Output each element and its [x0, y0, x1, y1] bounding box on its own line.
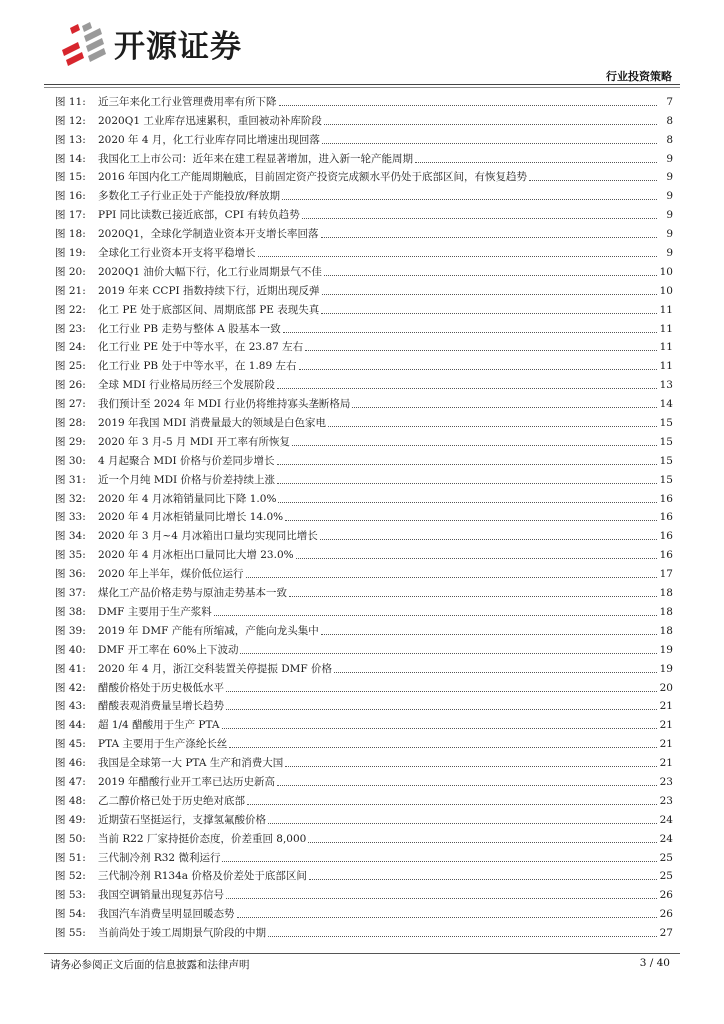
- toc-entry[interactable]: [55, 657, 673, 676]
- toc-figure-title: 化工行业 PB 处于中等水平，在 1.89 左右: [98, 360, 297, 373]
- toc-figure-label: 图 53:: [55, 889, 86, 902]
- toc-figure-label: 图 51:: [55, 851, 86, 864]
- toc-figure-title: 我国空调销量出现复苏信号: [98, 889, 224, 902]
- toc-entry[interactable]: [55, 430, 673, 449]
- toc-figure-title: PTA 主要用于生产涤纶长丝: [98, 738, 228, 751]
- toc-figure-label: 图 54:: [55, 908, 86, 921]
- toc-figure-label: 图 24:: [55, 341, 86, 354]
- toc-page-number: 9: [666, 209, 673, 222]
- toc-figure-label: 图 36:: [55, 568, 86, 581]
- toc-figure-title: 2020 年 3 月-5 月 MDI 开工率有所恢复: [98, 435, 290, 448]
- toc-dot-leader: [282, 198, 657, 200]
- toc-figure-title: 化工 PE 处于底部区间、周期底部 PE 表现失真: [98, 303, 320, 316]
- toc-figure-label: 图 47:: [55, 775, 86, 788]
- toc-entry[interactable]: [55, 279, 673, 298]
- footer-divider: [44, 953, 680, 954]
- toc-figure-label: 图 27:: [55, 398, 86, 411]
- toc-page-number: 9: [666, 190, 673, 203]
- toc-entry[interactable]: [55, 487, 673, 506]
- logo-mark-icon: [56, 20, 110, 66]
- toc-dot-leader: [285, 519, 657, 521]
- toc-figure-title: 近一个月纯 MDI 价格与价差持续上涨: [98, 473, 275, 486]
- toc-entry[interactable]: [55, 846, 673, 865]
- toc-entry[interactable]: [55, 128, 673, 147]
- toc-entry[interactable]: [55, 713, 673, 732]
- toc-dot-leader: [305, 349, 657, 351]
- header-divider-thin: [44, 87, 680, 88]
- toc-dot-leader: [328, 425, 657, 427]
- toc-figure-label: 图 33:: [55, 511, 86, 524]
- toc-page-number: 21: [659, 700, 673, 713]
- toc-figure-label: 图 38:: [55, 605, 86, 618]
- toc-entry[interactable]: [55, 260, 673, 279]
- toc-dot-leader: [277, 482, 657, 484]
- toc-dot-leader: [299, 368, 657, 370]
- toc-page-number: 17: [659, 568, 673, 581]
- toc-entry[interactable]: [55, 789, 673, 808]
- toc-figure-title: 2020Q1，全球化学制造业资本开支增长率回落: [98, 228, 319, 241]
- toc-figure-label: 图 19:: [55, 247, 86, 260]
- toc-page-number: 11: [659, 360, 673, 373]
- toc-figure-title: 我国汽车消费呈明显回暖态势: [98, 908, 235, 921]
- toc-entry[interactable]: [55, 808, 673, 827]
- toc-page-number: 24: [659, 813, 673, 826]
- toc-figure-label: 图 34:: [55, 530, 86, 543]
- toc-figure-label: 图 37:: [55, 587, 86, 600]
- toc-figure-title: 化工行业 PE 处于中等水平，在 23.87 左右: [98, 341, 304, 354]
- toc-dot-leader: [226, 897, 657, 899]
- footer-disclaimer: 请务必参阅正文后面的信息披露和法律声明: [50, 959, 250, 971]
- toc-page-number: 8: [666, 114, 673, 127]
- toc-figure-title: 我们预计至 2024 年 MDI 行业仍将维持寡头垄断格局: [98, 398, 351, 411]
- toc-entry[interactable]: [55, 562, 673, 581]
- toc-entry[interactable]: [55, 695, 673, 714]
- toc-dot-leader: [226, 690, 657, 692]
- toc-page-number: 16: [659, 492, 673, 505]
- toc-entry[interactable]: [55, 751, 673, 770]
- toc-dot-leader: [302, 217, 657, 219]
- toc-entry[interactable]: [55, 392, 673, 411]
- toc-entry[interactable]: [55, 921, 673, 940]
- toc-page-number: 24: [659, 832, 673, 845]
- document-type: 行业投资策略: [606, 70, 672, 83]
- toc-page-number: 11: [659, 303, 673, 316]
- toc-figure-label: 图 30:: [55, 454, 86, 467]
- toc-figure-title: 2020 年 3 月~4 月冰箱出口量均实现同比增长: [98, 530, 318, 543]
- toc-entry[interactable]: [55, 638, 673, 657]
- header-divider: [44, 84, 680, 85]
- toc-entry[interactable]: [55, 411, 673, 430]
- toc-figure-title: 2020 年 4 月冰柜销量同比增长 14.0%: [98, 511, 284, 524]
- toc-entry[interactable]: [55, 449, 673, 468]
- toc-figure-title: 当前尚处于竣工周期景气阶段的中期: [98, 927, 266, 940]
- toc-dot-leader: [321, 236, 657, 238]
- toc-dot-leader: [308, 841, 657, 843]
- toc-entry[interactable]: [55, 147, 673, 166]
- toc-entry[interactable]: [55, 827, 673, 846]
- toc-page-number: 26: [659, 889, 673, 902]
- toc-dot-leader: [322, 142, 657, 144]
- toc-figure-title: 近期萤石坚挺运行，支撑氢氟酸价格: [98, 813, 266, 826]
- toc-dot-leader: [352, 406, 657, 408]
- toc-figure-title: 三代制冷剂 R134a 价格及价差处于底部区间: [98, 870, 307, 883]
- toc-figure-label: 图 18:: [55, 228, 86, 241]
- toc-dot-leader: [277, 463, 657, 465]
- toc-page-number: 15: [659, 454, 673, 467]
- figure-list: [55, 90, 673, 940]
- toc-dot-leader: [247, 803, 657, 805]
- toc-entry[interactable]: [55, 166, 673, 185]
- toc-figure-title: 4 月起聚合 MDI 价格与价差同步增长: [98, 454, 275, 467]
- toc-figure-title: 乙二醇价格已处于历史绝对底部: [98, 794, 245, 807]
- toc-entry[interactable]: [55, 373, 673, 392]
- toc-entry[interactable]: [55, 336, 673, 355]
- toc-figure-title: 三代制冷剂 R32 微利运行: [98, 851, 221, 864]
- toc-figure-label: 图 35:: [55, 549, 86, 562]
- toc-figure-label: 图 23:: [55, 322, 86, 335]
- toc-page-number: 23: [659, 794, 673, 807]
- toc-entry[interactable]: [55, 600, 673, 619]
- toc-dot-leader: [278, 501, 657, 503]
- toc-entry[interactable]: [55, 241, 673, 260]
- toc-figure-label: 图 41:: [55, 662, 86, 675]
- toc-dot-leader: [324, 123, 657, 125]
- toc-page-number: 8: [666, 133, 673, 146]
- toc-page-number: 19: [659, 643, 673, 656]
- toc-dot-leader: [226, 708, 657, 710]
- toc-figure-label: 图 32:: [55, 492, 86, 505]
- toc-page-number: 23: [659, 775, 673, 788]
- toc-dot-leader: [334, 671, 657, 673]
- toc-dot-leader: [222, 860, 657, 862]
- toc-figure-title: 全球 MDI 行业格局历经三个发展阶段: [98, 379, 275, 392]
- logo-text: 开源证券: [114, 28, 242, 65]
- toc-page-number: 16: [659, 549, 673, 562]
- toc-figure-label: 图 22:: [55, 303, 86, 316]
- toc-entry[interactable]: [55, 581, 673, 600]
- toc-dot-leader: [246, 576, 657, 578]
- toc-dot-leader: [320, 538, 657, 540]
- toc-dot-leader: [296, 557, 657, 559]
- toc-dot-leader: [415, 161, 657, 163]
- toc-entry[interactable]: [55, 865, 673, 884]
- toc-figure-title: 2016 年国内化工产能周期触底，目前固定资产投资完成额水平仍处于底部区间，有恢复趋势: [98, 171, 528, 184]
- toc-dot-leader: [258, 255, 658, 257]
- toc-page-number: 18: [659, 624, 673, 637]
- toc-dot-leader: [309, 878, 657, 880]
- toc-page-number: 9: [666, 247, 673, 260]
- toc-dot-leader: [292, 444, 657, 446]
- company-logo: [56, 20, 242, 66]
- toc-figure-title: 醋酸价格处于历史极低水平: [98, 681, 224, 694]
- toc-figure-label: 图 45:: [55, 738, 86, 751]
- toc-entry[interactable]: [55, 902, 673, 921]
- toc-figure-label: 图 52:: [55, 870, 86, 883]
- toc-figure-title: 超 1/4 醋酸用于生产 PTA: [98, 719, 220, 732]
- toc-dot-leader: [268, 822, 657, 824]
- toc-page-number: 15: [659, 473, 673, 486]
- toc-figure-label: 图 25:: [55, 360, 86, 373]
- toc-figure-title: DMF 开工率在 60%上下波动: [98, 643, 239, 656]
- toc-figure-label: 图 29:: [55, 435, 86, 448]
- toc-page-number: 11: [659, 341, 673, 354]
- toc-page-number: 9: [666, 171, 673, 184]
- toc-figure-label: 图 43:: [55, 700, 86, 713]
- toc-page-number: 21: [659, 719, 673, 732]
- toc-dot-leader: [321, 633, 657, 635]
- toc-dot-leader: [268, 935, 657, 937]
- toc-page-number: 7: [666, 95, 673, 108]
- toc-dot-leader: [283, 331, 657, 333]
- toc-figure-title: 全球化工行业资本开支将平稳增长: [98, 247, 256, 260]
- toc-figure-label: 图 55:: [55, 927, 86, 940]
- toc-dot-leader: [222, 727, 658, 729]
- toc-page-number: 13: [659, 379, 673, 392]
- toc-figure-title: 2019 年 DMF 产能有所缩减，产能向龙头集中: [98, 624, 319, 637]
- toc-page-number: 18: [659, 587, 673, 600]
- toc-page-number: 19: [659, 662, 673, 675]
- toc-figure-label: 图 14:: [55, 152, 86, 165]
- toc-dot-leader: [322, 293, 657, 295]
- toc-page-number: 16: [659, 511, 673, 524]
- toc-figure-title: 2020 年 4 月冰箱销量同比下降 1.0%: [98, 492, 277, 505]
- toc-page-number: 25: [659, 851, 673, 864]
- toc-dot-leader: [277, 387, 657, 389]
- toc-figure-label: 图 44:: [55, 719, 86, 732]
- toc-figure-title: 2020Q1 工业库存迅速累积，重回被动补库阶段: [98, 114, 322, 127]
- toc-figure-label: 图 28:: [55, 417, 86, 430]
- toc-entry[interactable]: [55, 90, 673, 109]
- toc-figure-label: 图 31:: [55, 473, 86, 486]
- toc-page-number: 9: [666, 152, 673, 165]
- toc-figure-title: 多数化工子行业正处于产能投放/释放期: [98, 190, 281, 203]
- toc-dot-leader: [237, 916, 658, 918]
- toc-page-number: 11: [659, 322, 673, 335]
- toc-dot-leader: [279, 104, 658, 106]
- toc-dot-leader: [289, 595, 657, 597]
- toc-dot-leader: [229, 746, 657, 748]
- toc-entry[interactable]: [55, 543, 673, 562]
- toc-figure-label: 图 21:: [55, 284, 86, 297]
- toc-page-number: 9: [666, 228, 673, 241]
- toc-figure-title: 2020Q1 油价大幅下行，化工行业周期景气不佳: [98, 265, 322, 278]
- toc-figure-label: 图 20:: [55, 265, 86, 278]
- toc-page-number: 21: [659, 738, 673, 751]
- toc-figure-title: 2019 年来 CCPI 指数持续下行，近期出现反弹: [98, 284, 320, 297]
- toc-dot-leader: [324, 274, 657, 276]
- toc-figure-label: 图 48:: [55, 794, 86, 807]
- toc-page-number: 10: [659, 265, 673, 278]
- toc-figure-title: 当前 R22 厂家持挺价态度，价差重回 8,000: [98, 832, 307, 845]
- toc-figure-label: 图 40:: [55, 643, 86, 656]
- toc-figure-title: 化工行业 PB 走势与整体 A 股基本一致: [98, 322, 281, 335]
- toc-figure-label: 图 13:: [55, 133, 86, 146]
- toc-figure-label: 图 11:: [55, 95, 86, 108]
- toc-page-number: 15: [659, 435, 673, 448]
- toc-figure-title: 我国化工上市公司：近年来在建工程显著增加，进入新一轮产能周期: [98, 152, 413, 165]
- toc-figure-title: 2020 年上半年，煤价低位运行: [98, 568, 244, 581]
- toc-entry[interactable]: [55, 203, 673, 222]
- toc-figure-label: 图 15:: [55, 171, 86, 184]
- toc-page-number: 14: [659, 398, 673, 411]
- toc-figure-title: 2020 年 4 月冰柜出口量同比大增 23.0%: [98, 549, 294, 562]
- toc-entry[interactable]: [55, 184, 673, 203]
- toc-figure-title: 煤化工产品价格走势与原油走势基本一致: [98, 587, 287, 600]
- toc-figure-label: 图 42:: [55, 681, 86, 694]
- toc-figure-title: 醋酸表观消费量呈增长趋势: [98, 700, 224, 713]
- toc-entry[interactable]: [55, 506, 673, 525]
- toc-page-number: 26: [659, 908, 673, 921]
- toc-figure-label: 图 12:: [55, 114, 86, 127]
- toc-dot-leader: [277, 784, 657, 786]
- toc-figure-label: 图 16:: [55, 190, 86, 203]
- toc-entry[interactable]: [55, 317, 673, 336]
- toc-entry[interactable]: [55, 468, 673, 487]
- toc-entry[interactable]: [55, 770, 673, 789]
- toc-page-number: 18: [659, 605, 673, 618]
- toc-entry[interactable]: [55, 732, 673, 751]
- toc-dot-leader: [240, 652, 657, 654]
- toc-figure-title: DMF 主要用于生产浆料: [98, 605, 212, 618]
- toc-entry[interactable]: [55, 676, 673, 695]
- toc-figure-title: 我国是全球第一大 PTA 生产和消费大国: [98, 757, 284, 770]
- toc-dot-leader: [529, 179, 657, 181]
- toc-page-number: 21: [659, 757, 673, 770]
- toc-entry[interactable]: [55, 883, 673, 902]
- toc-dot-leader: [321, 312, 657, 314]
- toc-page-number: 16: [659, 530, 673, 543]
- toc-figure-label: 图 17:: [55, 209, 86, 222]
- toc-figure-label: 图 26:: [55, 379, 86, 392]
- toc-figure-title: 近三年来化工行业管理费用率有所下降: [98, 95, 277, 108]
- toc-page-number: 10: [659, 284, 673, 297]
- toc-dot-leader: [214, 614, 657, 616]
- toc-figure-label: 图 49:: [55, 813, 86, 826]
- toc-page-number: 20: [659, 681, 673, 694]
- toc-figure-title: PPI 同比读数已接近底部，CPI 有转负趋势: [98, 209, 300, 222]
- toc-page-number: 25: [659, 870, 673, 883]
- toc-figure-title: 2020 年 4 月，浙江交科装置关停提振 DMF 价格: [98, 662, 333, 675]
- toc-entry[interactable]: [55, 524, 673, 543]
- toc-figure-title: 2020 年 4 月，化工行业库存同比增速出现回落: [98, 133, 320, 146]
- toc-entry[interactable]: [55, 109, 673, 128]
- toc-dot-leader: [285, 765, 657, 767]
- page-number: 3 / 40: [639, 957, 670, 969]
- toc-page-number: 15: [659, 417, 673, 430]
- toc-entry[interactable]: [55, 298, 673, 317]
- toc-page-number: 27: [659, 927, 673, 940]
- toc-figure-title: 2019 年醋酸行业开工率已达历史新高: [98, 775, 276, 788]
- toc-figure-label: 图 39:: [55, 624, 86, 637]
- toc-figure-label: 图 50:: [55, 832, 86, 845]
- toc-entry[interactable]: [55, 619, 673, 638]
- toc-entry[interactable]: [55, 222, 673, 241]
- toc-entry[interactable]: [55, 354, 673, 373]
- toc-figure-label: 图 46:: [55, 757, 86, 770]
- toc-figure-title: 2019 年我国 MDI 消费量最大的领域是白色家电: [98, 417, 327, 430]
